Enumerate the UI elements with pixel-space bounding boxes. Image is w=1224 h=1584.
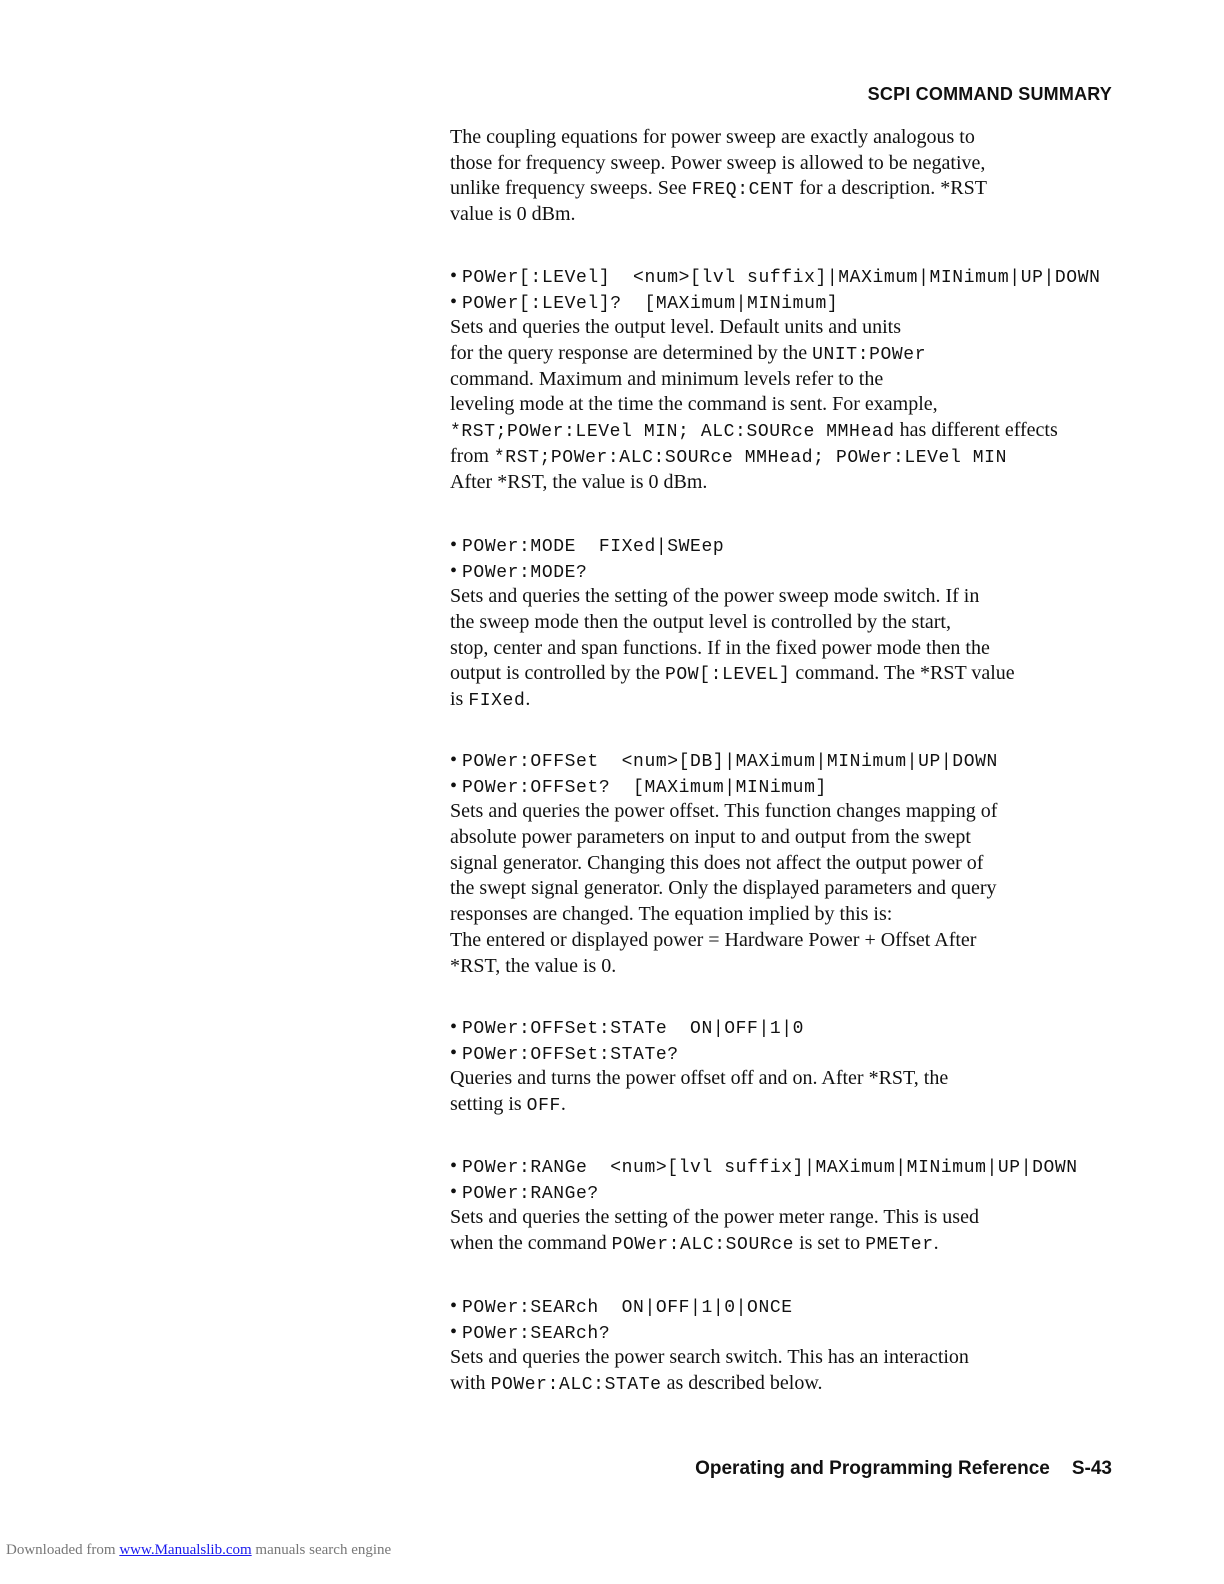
body-text: Queries and turns the power offset off and on. After *RST, the — [450, 1067, 949, 1090]
command-syntax-line — [450, 533, 1130, 559]
text-line — [450, 1345, 1130, 1371]
text-line — [450, 954, 1130, 980]
code-text: OFF — [526, 1096, 561, 1117]
command-entry — [450, 1154, 1130, 1257]
command-entry — [450, 264, 1130, 495]
bullet-icon: • — [450, 1155, 463, 1177]
command-syntax-line — [450, 290, 1130, 316]
command-entry — [450, 748, 1130, 979]
body-text: from — [450, 444, 494, 467]
body-text: The coupling equations for power sweep are exactly analogous to — [450, 126, 975, 148]
code-text: POWer:MODE FIXed|SWEep — [462, 537, 725, 557]
code-text: POWer:OFFSet <num>[DB]|MAXimum|MINimum|UP|DOWN — [462, 752, 998, 772]
bullet-icon: • — [450, 1041, 463, 1064]
text-line — [450, 851, 1130, 877]
text-line — [450, 418, 1130, 444]
text-line — [450, 470, 1130, 496]
bullet-icon: • — [450, 749, 463, 771]
bullet-icon: • — [450, 265, 463, 287]
text-line — [450, 584, 1130, 610]
code-text: POWer:ALC:SOURce — [611, 1235, 795, 1256]
text-line — [450, 151, 1130, 177]
download-prefix: Downloaded from — [6, 1542, 120, 1558]
body-text: Sets and queries the output level. Default units and units — [450, 316, 902, 339]
body-text: value is 0 dBm. — [450, 203, 576, 226]
bullet-icon: • — [450, 534, 463, 556]
code-text: POWer:OFFSet:STATe? — [462, 1044, 679, 1065]
command-syntax-line — [450, 1154, 1130, 1180]
text-line — [450, 825, 1130, 851]
intro-paragraph — [450, 125, 1130, 228]
manualslib-link[interactable]: www.Manualslib.com — [119, 1542, 252, 1558]
text-line — [450, 799, 1130, 825]
body-text: is set to — [794, 1232, 866, 1255]
command-syntax-line — [450, 1180, 1130, 1206]
text-line — [450, 315, 1130, 341]
body-text: the swept signal generator. Only the displayed parameters and query — [450, 877, 997, 900]
text-line — [450, 1371, 1130, 1397]
code-text: UNIT:POWer — [812, 345, 927, 366]
code-text: *RST;POWer:ALC:SOURce MMHead; POWer:LEVel MIN — [493, 447, 1007, 468]
bullet-icon: • — [450, 1295, 463, 1317]
text-line — [450, 687, 1130, 713]
code-text: POWer[:LEVel]? [MAXimum|MINimum] — [462, 293, 839, 314]
command-syntax-line — [450, 559, 1130, 585]
bullet-icon: • — [450, 559, 463, 582]
command-syntax-line — [450, 1320, 1130, 1346]
body-text: with — [450, 1372, 491, 1395]
page-number: S-43 — [1071, 1458, 1112, 1479]
code-text: POWer:OFFSet? [MAXimum|MINimum] — [462, 777, 827, 798]
command-syntax-line — [450, 1294, 1130, 1320]
body-text: . — [933, 1232, 939, 1255]
code-text: POWer:OFFSet:STATe ON|OFF|1|0 — [462, 1019, 805, 1039]
text-line — [450, 125, 1130, 151]
body-text: . — [525, 688, 531, 711]
body-text: setting is — [450, 1093, 527, 1116]
command-entry — [450, 533, 1130, 713]
bullet-icon: • — [450, 1016, 463, 1038]
body-text: stop, center and span functions. If in the fixed power mode then the — [450, 636, 990, 659]
body-text: as described below. — [661, 1372, 823, 1395]
text-line — [450, 202, 1130, 228]
body-text: has different effects — [894, 419, 1058, 442]
footer-section-title: Operating and Programming Reference — [695, 1458, 1050, 1479]
text-line — [450, 392, 1130, 418]
text-line — [450, 444, 1130, 470]
body-text: Sets and queries the power offset. This function changes mapping of — [450, 800, 998, 823]
body-text: *RST, the value is 0. — [450, 954, 617, 977]
body-text: . — [560, 1093, 566, 1116]
code-text: FIXed — [468, 691, 526, 712]
body-text: After *RST, the value is 0 dBm. — [450, 470, 708, 493]
download-suffix: manuals search engine — [251, 1542, 392, 1558]
bullet-icon: • — [450, 774, 463, 797]
command-syntax-line — [450, 748, 1130, 774]
text-line — [450, 636, 1130, 662]
code-text: POWer:SEARch? — [462, 1323, 611, 1344]
body-text: the sweep mode then the output level is controlled by the start, — [450, 611, 951, 634]
text-line — [450, 176, 1130, 202]
text-line — [450, 341, 1130, 367]
body-text: absolute power parameters on input to and output from the swept — [450, 826, 971, 849]
text-line — [450, 1205, 1130, 1231]
body-text: command. Maximum and minimum levels refer to the — [450, 367, 884, 390]
text-line — [450, 610, 1130, 636]
download-notice — [6, 1542, 391, 1559]
command-entry — [450, 1294, 1130, 1397]
text-line — [450, 367, 1130, 393]
body-text: for the query response are determined by the — [450, 342, 813, 365]
text-line — [450, 661, 1130, 687]
command-syntax-line — [450, 1015, 1130, 1041]
code-text: POWer:RANGe <num>[lvl suffix]|MAXimum|MINimum|UP|DOWN — [462, 1158, 1078, 1178]
code-text: POWer:SEARch ON|OFF|1|0|ONCE — [462, 1298, 793, 1318]
code-text: POW[:LEVEL] — [664, 665, 791, 686]
running-header: SCPI COMMAND SUMMARY — [867, 84, 1112, 104]
page-footer — [695, 1458, 1112, 1480]
bullet-icon: • — [450, 1180, 463, 1203]
code-text: POWer:RANGe? — [462, 1183, 599, 1204]
body-text: leveling mode at the time the command is sent. For example, — [450, 393, 938, 416]
body-text: Sets and queries the setting of the power sweep mode switch. If in — [450, 585, 980, 608]
bullet-icon: • — [450, 1320, 463, 1343]
body-text: command. The *RST value — [790, 662, 1015, 685]
body-text: Sets and queries the power search switch. This has an interaction — [450, 1346, 969, 1369]
body-text: The entered or displayed power = Hardware Power + Offset After — [450, 928, 977, 951]
body-text: for a description. *RST — [794, 177, 987, 200]
command-syntax-line — [450, 264, 1130, 290]
body-text: those for frequency sweep. Power sweep is allowed to be negative, — [450, 151, 986, 174]
body-text: responses are changed. The equation implied by this is: — [450, 903, 893, 926]
body-text: is — [450, 688, 469, 711]
body-text: unlike frequency sweeps. See — [450, 177, 692, 200]
code-text: POWer:ALC:STATe — [490, 1375, 662, 1396]
text-line — [450, 1092, 1130, 1118]
text-line — [450, 1066, 1130, 1092]
command-entry — [450, 1015, 1130, 1118]
text-line — [450, 902, 1130, 928]
code-text: PMETer — [865, 1235, 934, 1256]
body-text: signal generator. Changing this does not affect the output power of — [450, 851, 984, 874]
body-text: output is controlled by the — [450, 662, 665, 685]
body-text: Sets and queries the setting of the power meter range. This is used — [450, 1206, 979, 1229]
text-line — [450, 928, 1130, 954]
text-line — [450, 1231, 1130, 1257]
code-text: POWer[:LEVel] <num>[lvl suffix]|MAXimum|MINimum|UP|DOWN — [462, 268, 1101, 288]
bullet-icon: • — [450, 290, 463, 313]
code-text: *RST;POWer:LEVel MIN; ALC:SOURce MMHead — [450, 422, 895, 443]
body-text: when the command — [450, 1232, 612, 1255]
command-syntax-line — [450, 1041, 1130, 1067]
text-line — [450, 876, 1130, 902]
code-text: FREQ:CENT — [691, 180, 795, 201]
code-text: POWer:MODE? — [462, 562, 588, 583]
command-syntax-line — [450, 774, 1130, 800]
